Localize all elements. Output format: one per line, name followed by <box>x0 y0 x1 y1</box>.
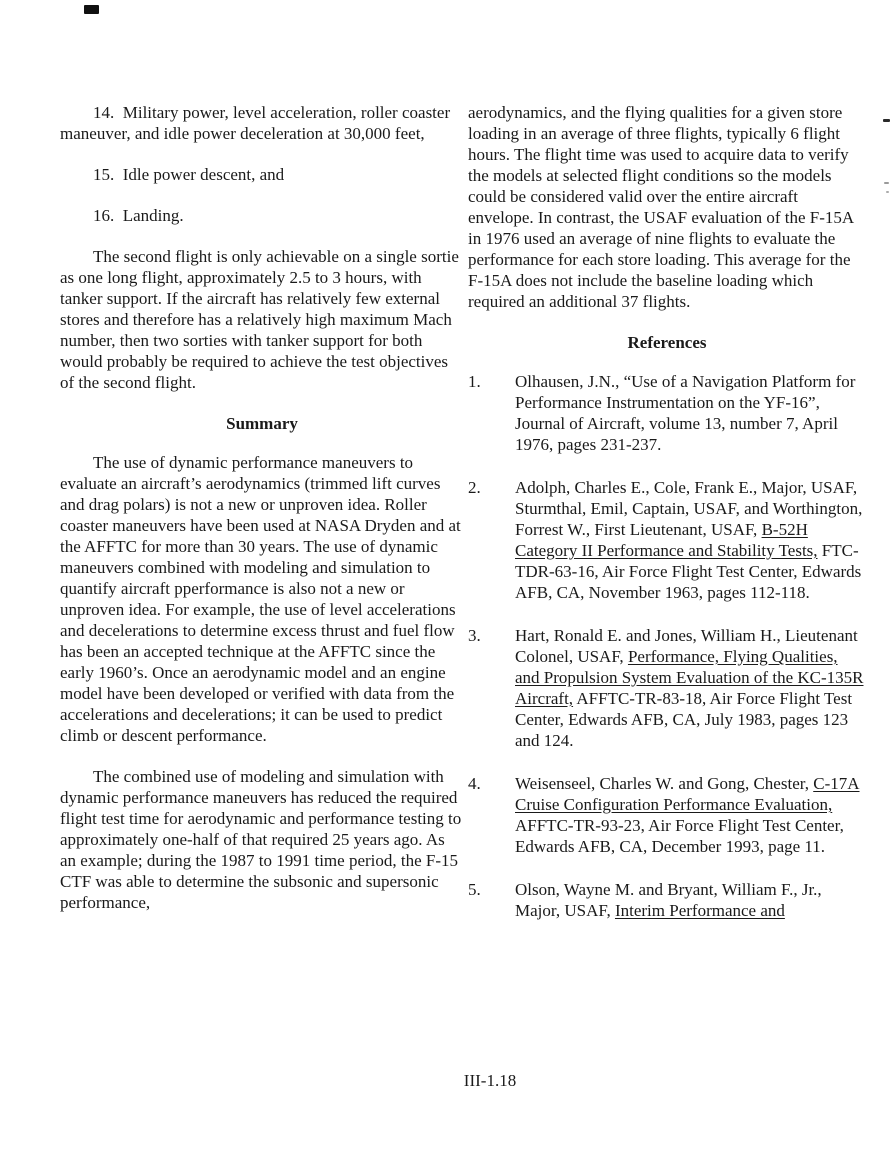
list-item: 15. Idle power descent, and <box>93 165 285 184</box>
scan-artifact <box>84 5 99 14</box>
scan-artifact <box>884 182 889 184</box>
reference-item <box>468 625 866 751</box>
list-item: 16. Landing. <box>93 206 184 225</box>
reference-text: Adolph, Charles E., Cole, Frank E., Major, USAF, Sturmthal, Emil, Captain, USAF, and Worthington, Forrest W., First Lieutenant, USAF, B-52H Category II Performance and Stability Tests, FTC-TDR-63-16, Air Force Flight Test Center, Edwards AFB, CA, November 1963, pages 112-118. <box>515 478 863 602</box>
scan-artifact <box>883 119 890 122</box>
paragraph: The use of dynamic performance maneuvers to evaluate an aircraft’s aerodynamics (trimmed lift curves and drag polars) is not a new or unproven idea. Roller coaster maneuvers have been used at NASA Dryden and at the AFFTC for more than 30 years. The use of dynamic maneuvers combined with modeling and simulation to quantify aircraft pperformance is also not a new or unproven idea. For example, the use of level accelerations and decelerations to determine excess thrust and fuel flow has been an accepted technique at the AFFTC since the early 1960’s. Once an aerodynamic model and an engine model have been developed or verified with data from the accelerations and decelerations; it can be used to predict climb or descent performance. <box>60 453 461 745</box>
right-column <box>468 102 866 943</box>
reference-title-underlined: C-17A Cruise Configuration Performance Evaluation, <box>515 774 860 814</box>
left-column <box>60 102 464 933</box>
reference-item <box>468 773 866 857</box>
scan-artifact <box>886 191 889 193</box>
list-item: 14. Military power, level acceleration, roller coaster maneuver, and idle power deceleration at 30,000 feet, <box>60 103 451 143</box>
reference-title-underlined: B-52H Category II Performance and Stability Tests, <box>515 520 818 560</box>
summary-heading: Summary <box>226 414 298 433</box>
reference-title-underlined: Interim Performance and <box>614 901 785 920</box>
reference-number: 3. <box>468 626 481 645</box>
reference-number: 5. <box>468 880 481 899</box>
reference-item <box>468 879 866 921</box>
reference-number: 2. <box>468 478 481 497</box>
reference-text: Weisenseel, Charles W. and Gong, Chester, C-17A Cruise Configuration Performance Evaluation, AFFTC-TR-93-23, Air Force Flight Test Center, Edwards AFB, CA, December 1993, page 11. <box>515 774 860 856</box>
references-list <box>468 371 866 921</box>
reference-text: Olson, Wayne M. and Bryant, William F., Jr., Major, USAF, Interim Performance and <box>515 880 822 920</box>
reference-text: Olhausen, J.N., “Use of a Navigation Platform for Performance Instrumentation on the YF-16”, Journal of Aircraft, volume 13, number 7, April 1976, pages 231-237. <box>515 372 856 454</box>
reference-number: 4. <box>468 774 481 793</box>
paragraph: The second flight is only achievable on a single sortie as one long flight, approximately 2.5 to 3 hours, with tanker support. If the aircraft has relatively few external stores and therefore has a relatively high maximum Mach number, then two sorties with tanker support for both would probably be required to achieve the test objectives of the second flight. <box>60 247 459 392</box>
paragraph: aerodynamics, and the flying qualities for a given store loading in an average of three flights, typically 6 flight hours. The flight time was used to acquire data to verify the models at selected flight conditions so the models could be considered valid over the entire aircraft envelope. In contrast, the USAF evaluation of the F-15A in 1976 used an average of nine flights to evaluate the performance for each store loading. This average for the F-15A does not include the baseline loading which required an additional 37 flights. <box>468 103 854 311</box>
reference-title-underlined: Performance, Flying Qualities, and Propulsion System Evaluation of the KC-135R Aircraft, <box>515 647 864 708</box>
reference-item <box>468 477 866 603</box>
reference-item <box>468 371 866 455</box>
paragraph: The combined use of modeling and simulation with dynamic performance maneuvers has reduced the required flight test time for aerodynamic and performance testing to approximately one-half of that required 25 years ago. As an example; during the 1987 to 1991 time period, the F-15 CTF was able to determine the subsonic and supersonic performance, <box>60 767 462 912</box>
page-number: III-1.18 <box>463 1071 517 1090</box>
reference-text: Hart, Ronald E. and Jones, William H., Lieutenant Colonel, USAF, Performance, Flying Qualities, and Propulsion System Evaluation of the KC-135R Aircraft, AFFTC-TR-83-18, Air Force Flight Test Center, Edwards AFB, CA, July 1983, pages 123 and 124. <box>515 626 864 750</box>
references-heading: References <box>627 333 707 352</box>
reference-number: 1. <box>468 372 481 391</box>
